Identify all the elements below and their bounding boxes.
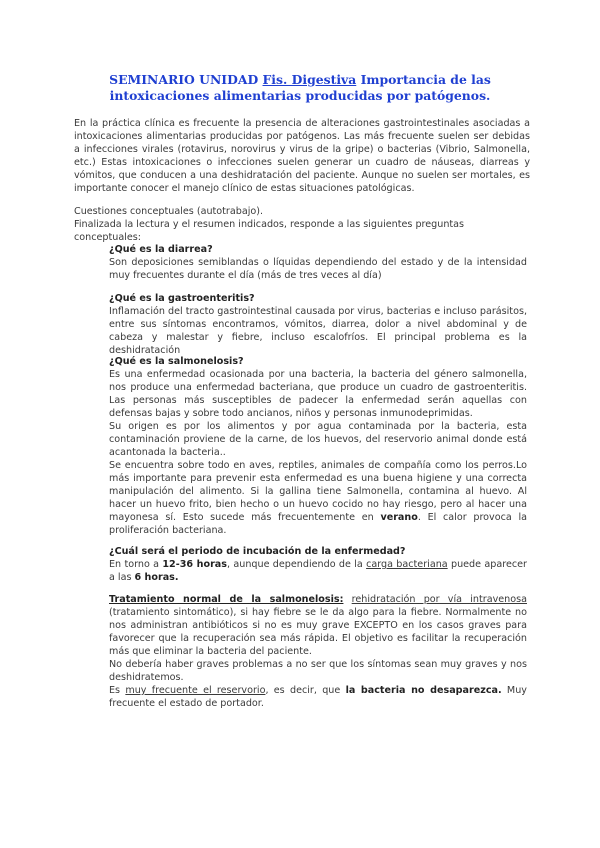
salmo-p3-end: . El calor provoca la proliferación bacteriana. [109,512,527,536]
document-title [60,72,540,104]
salmo-p3-text: Se encuentra sobre todo en aves, reptiles, animales de compañía como los perros.Lo más importante para prevenir esta enfermedad es una buena higiene y una correcta manipulación del alimento. Si la gallina tiene Salmonella, contamina al huevo. Al hacer un huevo frito, bien hecho o un huevo cocido no hay riesgo, pero al hacer una mayonesa sí. Esto sucede más frecuentemente en [109,460,527,523]
tratamiento-rehidratacion: rehidratación por vía intravenosa [351,594,527,605]
qa-incubacion [109,545,527,584]
title-subject: Fis. Digestiva [262,72,357,87]
questions-intro [74,205,534,244]
answer-salmonelosis-p3 [109,459,527,537]
incub-text-1: En torno a [109,559,163,570]
answer-diarrea: Son deposiciones semiblandas o líquidas dependiendo del estado y de la intensidad muy frecuentes durante el día (más de tres veces al día) [109,257,527,281]
trat-p3-text-2: , es decir, que [265,685,346,696]
qa-gastroenteritis [109,292,527,357]
incub-carga-bacteriana: carga bacteriana [366,559,448,570]
answer-salmonelosis-p1: Es una enfermedad ocasionada por una bacteria, la bacteria del género salmonella, nos produce una enfermedad bacteriana, que produce un cuadro de gastroenteritis. Las personas más susceptibles de padecer la enfermedad serán aquellas con defensas bajas y sobre todo ancianos, niños y personas inmunodeprimidas. [109,369,527,419]
questions-intro-line2: Finalizada la lectura y el resumen indicados, responde a las siguientes preguntas conceptuales: [74,219,465,243]
answer-salmonelosis-p2: Su origen es por los alimentos y por agua contaminada por la bacteria, esta contaminación proviene de la carne, de los huevos, del reservorio animal donde está acantonada la bacteria.. [109,421,527,458]
incub-text-3: puede aparecer a las [109,559,527,583]
tratamiento-p1 [109,593,527,658]
qa-salmonelosis [109,355,527,537]
trat-bacteria-persistente: la bacteria no desaparezca. [345,685,502,696]
question-diarrea: ¿Qué es la diarrea? [109,244,213,255]
incub-hours-min: 6 horas. [134,572,179,583]
salmo-season-highlight: verano [380,512,418,523]
incub-hours-range: 12-36 horas [162,559,227,570]
title-prefix: SEMINARIO UNIDAD [109,72,263,87]
qa-diarrea [109,243,527,282]
tratamiento-p3 [109,684,527,710]
questions-intro-line1: Cuestiones conceptuales (autotrabajo). [74,206,264,217]
answer-incubacion [109,558,527,584]
question-salmonelosis: ¿Qué es la salmonelosis? [109,356,244,367]
question-gastroenteritis: ¿Qué es la gastroenteritis? [109,293,255,304]
tratamiento-heading: Tratamiento normal de la salmonelosis: [109,594,344,605]
question-incubacion: ¿Cuál será el periodo de incubación de la enfermedad? [109,546,406,557]
tratamiento-p2: No debería haber graves problemas a no ser que los síntomas sean muy graves y nos deshidratemos. [109,659,527,683]
title-rest: Importancia de las intoxicaciones alimentarias producidas por patógenos. [109,72,491,103]
trat-p3-text-1: Es [109,685,126,696]
trat-reservorio: muy frecuente el reservorio [125,685,266,696]
answer-gastroenteritis: Inflamación del tracto gastrointestinal causada por virus, bacterias e incluso parásitos, entre sus síntomas encontramos, vómitos, diarrea, dolor a nivel abdominal y de cabeza y malestar y fiebre, incluso escalofríos. El principal problema es la deshidratación [109,306,527,356]
tratamiento-p1-text: (tratamiento sintomático), si hay fiebre se le da algo para la fiebre. Normalmente no nos administran antibióticos si no es muy grave EXCEPTO en los casos graves para favorecer que la recuperación sea más rápida. El objetivo es facilitar la recuperación más que eliminar la bacteria del paciente. [109,607,527,657]
incub-text-2: , aunque dependiendo de la [227,559,367,570]
trat-p3-text-3: Muy frecuente el estado de portador. [109,685,527,709]
intro-paragraph: En la práctica clínica es frecuente la presencia de alteraciones gastrointestinales asociadas a intoxicaciones alimentarias producidas por patógenos. Las más frecuente suelen ser debidas a infecciones virales (rotavirus, norovirus y virus de la gripe) o bacterias (Vibrio, Salmonella, etc.) Estas intoxicaciones o infecciones suelen generar un cuadro de náuseas, diarreas y vómitos, que conducen a una deshidratación del paciente. Aunque no suelen ser mortales, es importante conocer el manejo clínico de estas situaciones patológicas. [74,118,530,194]
qa-tratamiento [109,593,527,710]
